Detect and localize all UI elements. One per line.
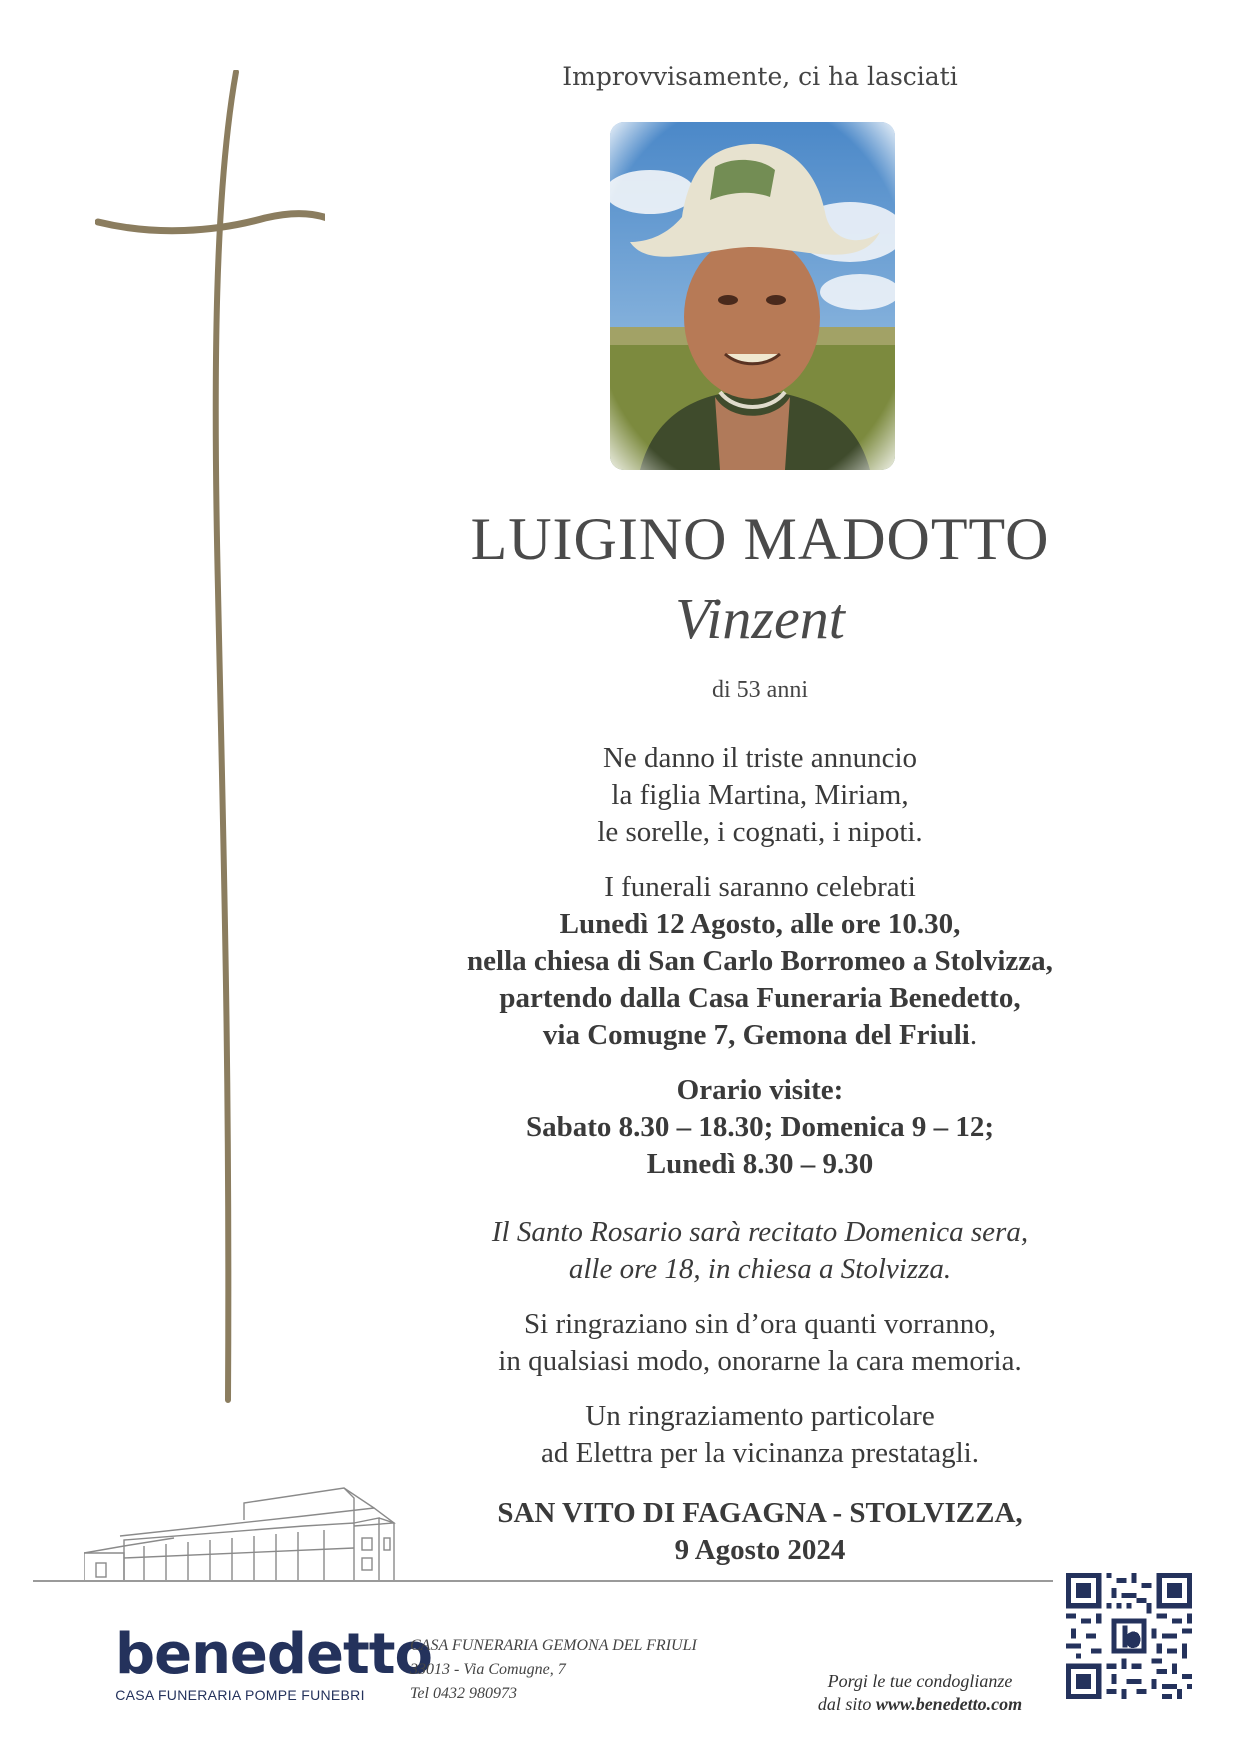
funeral-intro: I funerali saranno celebrati — [604, 871, 916, 903]
logo-tagline: CASA FUNERARIA POMPE FUNEBRI — [115, 1687, 365, 1703]
qr-code[interactable] — [1066, 1573, 1192, 1699]
funeral-line: via Comugne 7, Gemona del Friuli — [542, 1019, 970, 1051]
footer-divider — [33, 1580, 1053, 1582]
special-thanks — [420, 1398, 1100, 1472]
building-icon — [84, 1468, 404, 1583]
address-line: 33013 - Via Comugne, 7 — [410, 1661, 566, 1678]
visits-heading: Orario visite: — [676, 1074, 844, 1106]
visits-line: Sabato 8.30 – 18.30; Domenica 9 – 12; — [525, 1111, 994, 1143]
condolences-note — [790, 1670, 1050, 1716]
rosary-line: alle ore 18, in chiesa a Stolvizza. — [568, 1253, 952, 1285]
place-line: SAN VITO DI FAGAGNA - STOLVIZZA, — [497, 1497, 1023, 1529]
cross-icon — [95, 70, 325, 1410]
date-line: 9 Agosto 2024 — [674, 1534, 846, 1566]
visiting-hours — [420, 1072, 1100, 1183]
funeral-line: Lunedì 12 Agosto, alle ore 10.30, — [559, 908, 961, 940]
announcement-line: la figlia Martina, Miriam, — [611, 779, 909, 811]
intro-line: Improvvisamente, ci ha lasciati — [562, 62, 958, 91]
visits-line: Lunedì 8.30 – 9.30 — [646, 1148, 874, 1180]
rosary-note — [420, 1214, 1100, 1288]
funeral-line: partendo dalla Casa Funeraria Benedetto, — [499, 982, 1021, 1014]
funeral-home-address — [410, 1634, 697, 1706]
portrait-photo — [610, 122, 895, 470]
announcement-line: Ne danno il triste annuncio — [602, 742, 918, 774]
logo-wordmark: benedetto — [115, 1622, 432, 1687]
deceased-age: di 53 anni — [712, 677, 808, 703]
special-thanks-line: Un ringraziamento particolare — [585, 1400, 935, 1432]
funeral-line: nella chiesa di San Carlo Borromeo a Stolvizza, — [467, 945, 1053, 977]
rosary-line: Il Santo Rosario sarà recitato Domenica sera, — [491, 1216, 1029, 1248]
condolences-site-prefix: dal sito — [817, 1694, 876, 1714]
funeral-details — [420, 869, 1100, 1054]
thanks-line: in qualsiasi modo, onorarne la cara memoria. — [498, 1345, 1022, 1377]
benedetto-logo — [115, 1622, 432, 1703]
funeral-end-punct: . — [969, 1019, 978, 1051]
address-line: Tel 0432 980973 — [410, 1685, 517, 1702]
address-line: CASA FUNERARIA GEMONA DEL FRIULI — [410, 1637, 697, 1654]
condolences-site-link[interactable]: www.benedetto.com — [875, 1694, 1023, 1714]
thanks-line: Si ringraziano sin d’ora quanti vorranno, — [524, 1308, 996, 1340]
deceased-name: LUIGINO MADOTTO — [470, 506, 1050, 572]
place-date — [420, 1495, 1100, 1569]
deceased-nickname: Vinzent — [675, 586, 845, 651]
special-thanks-line: ad Elettra per la vicinanza prestatagli. — [540, 1437, 979, 1469]
announcement-line: le sorelle, i cognati, i nipoti. — [597, 816, 923, 848]
condolences-line: Porgi le tue condoglianze — [827, 1671, 1013, 1691]
announcement — [420, 740, 1100, 851]
thanks-note — [420, 1306, 1100, 1380]
